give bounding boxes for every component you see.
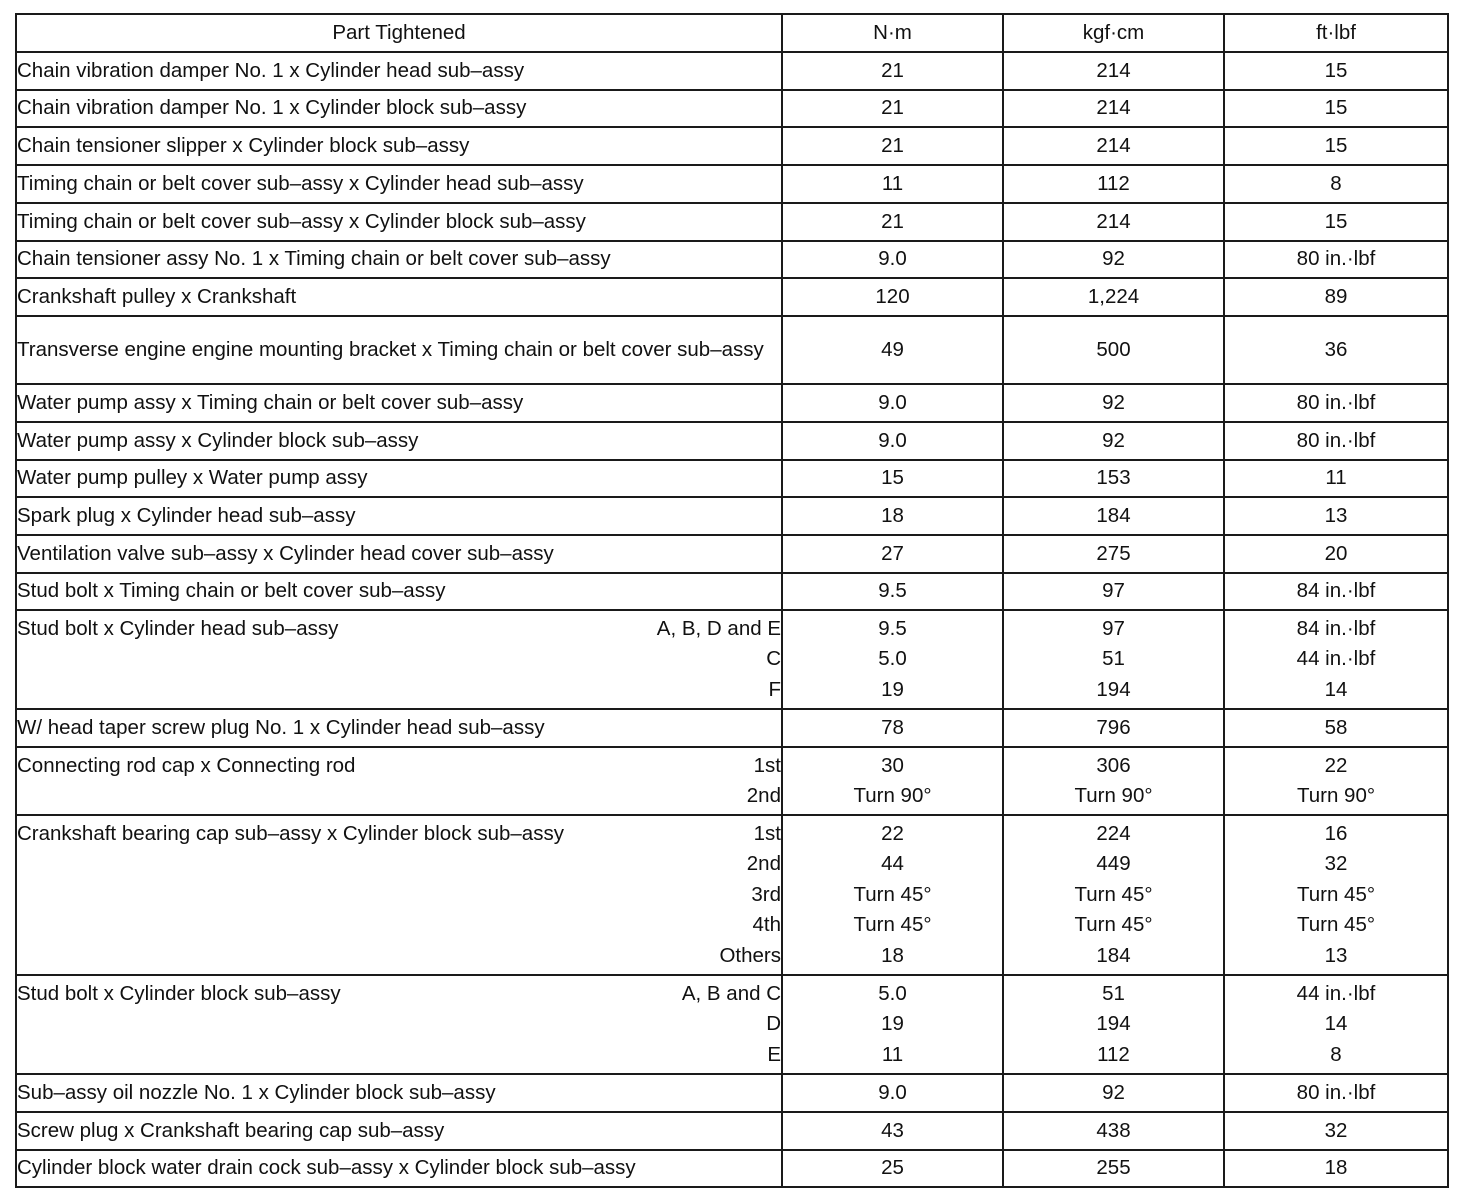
nm-cell: 21: [782, 127, 1003, 165]
part-name: Timing chain or belt cover sub–assy x Cylinder head sub–assy: [17, 171, 584, 195]
part-cell: [16, 975, 782, 1074]
torque-value: Turn 45°: [1074, 882, 1153, 906]
kgf-cell: 214: [1003, 52, 1224, 90]
ft-cell: 15: [1224, 127, 1448, 165]
torque-value: Turn 45°: [1296, 913, 1376, 937]
part-name: Crankshaft bearing cap sub–assy x Cylinder block sub–assy: [17, 821, 564, 845]
ft-cell: 89: [1224, 278, 1448, 316]
nm-cell: 9.5: [782, 573, 1003, 610]
table-row: [16, 165, 1448, 203]
table-row: [16, 1112, 1448, 1150]
kgf-cell: 92: [1003, 422, 1224, 460]
part-name: Connecting rod cap x Connecting rod: [17, 753, 356, 777]
kgf-cell: [1003, 747, 1224, 815]
nm-cell: 9.0: [782, 422, 1003, 460]
nm-cell: 9.0: [782, 384, 1003, 422]
torque-value: 84 in.·lbf: [1296, 616, 1376, 640]
table-row: [16, 460, 1448, 497]
part-name: Chain tensioner assy No. 1 x Timing chain or belt cover sub–assy: [17, 247, 611, 271]
header-ft: ft·lbf: [1224, 14, 1448, 52]
part-cell: [16, 52, 782, 90]
condition-label: 2nd: [746, 852, 781, 876]
part-name: Stud bolt x Cylinder block sub–assy: [17, 981, 341, 1005]
part-name: Ventilation valve sub–assy x Cylinder head cover sub–assy: [17, 541, 554, 565]
part-cell: [16, 815, 782, 975]
torque-value: 194: [1096, 677, 1131, 701]
kgf-cell: 214: [1003, 203, 1224, 241]
condition-label: D: [766, 1012, 781, 1036]
ft-cell: 20: [1224, 535, 1448, 573]
ft-cell: 8: [1224, 165, 1448, 203]
torque-value: 194: [1096, 1012, 1131, 1036]
torque-value: 11: [881, 1042, 904, 1066]
header-nm: N·m: [782, 14, 1003, 52]
part-cell: [16, 1074, 782, 1112]
torque-value: 14: [1324, 1012, 1348, 1036]
torque-value: Turn 45°: [1074, 913, 1153, 937]
torque-value: 97: [1102, 616, 1125, 640]
table-row: [16, 316, 1448, 384]
torque-value: 44 in.·lbf: [1296, 981, 1376, 1005]
kgf-cell: [1003, 815, 1224, 975]
part-cell: [16, 1112, 782, 1150]
kgf-cell: 112: [1003, 165, 1224, 203]
part-name: Cylinder block water drain cock sub–assy x Cylinder block sub–assy: [17, 1156, 636, 1180]
ft-cell: 36: [1224, 316, 1448, 384]
table-row: [16, 573, 1448, 610]
kgf-cell: 255: [1003, 1150, 1224, 1187]
condition-label: 2nd: [746, 784, 781, 807]
torque-value: 5.0: [878, 647, 907, 671]
part-cell: [16, 497, 782, 535]
table-row: [16, 535, 1448, 573]
torque-value: 19: [881, 677, 904, 701]
ft-cell: 13: [1224, 497, 1448, 535]
part-name: Timing chain or belt cover sub–assy x Cylinder block sub–assy: [17, 209, 586, 233]
part-name: Stud bolt x Cylinder head sub–assy: [17, 616, 339, 640]
part-cell: [16, 422, 782, 460]
nm-cell: 78: [782, 709, 1003, 747]
condition-label: 1st: [753, 821, 781, 845]
part-name: Transverse engine engine mounting bracket x Timing chain or belt cover sub–assy: [17, 337, 764, 361]
condition-list: [682, 979, 781, 1071]
condition-label: E: [767, 1042, 781, 1066]
part-cell: [16, 278, 782, 316]
table-row: [16, 815, 1448, 975]
ft-cell: 84 in.·lbf: [1224, 573, 1448, 610]
torque-value: 5.0: [878, 981, 907, 1005]
table-row: [16, 52, 1448, 90]
part-name: Water pump assy x Timing chain or belt cover sub–assy: [17, 390, 524, 414]
part-name: W/ head taper screw plug No. 1 x Cylinder head sub–assy: [17, 715, 545, 739]
kgf-cell: 500: [1003, 316, 1224, 384]
condition-label: 3rd: [751, 882, 781, 906]
torque-value: 449: [1096, 852, 1131, 876]
ft-cell: 80 in.·lbf: [1224, 1074, 1448, 1112]
header-part: Part Tightened: [16, 14, 782, 52]
part-name: Spark plug x Cylinder head sub–assy: [17, 503, 356, 527]
part-name: Screw plug x Crankshaft bearing cap sub–assy: [17, 1118, 445, 1142]
nm-cell: 21: [782, 52, 1003, 90]
kgf-cell: 97: [1003, 573, 1224, 610]
kgf-cell: 92: [1003, 384, 1224, 422]
torque-value: 44 in.·lbf: [1296, 647, 1376, 671]
torque-value: 306: [1096, 753, 1131, 777]
part-cell: [16, 165, 782, 203]
condition-list: [747, 751, 781, 812]
kgf-cell: 796: [1003, 709, 1224, 747]
part-name: Water pump assy x Cylinder block sub–assy: [17, 428, 419, 452]
part-cell: [16, 460, 782, 497]
torque-value: Turn 45°: [1296, 882, 1376, 906]
torque-value: Turn 90°: [1074, 784, 1153, 807]
torque-value: 184: [1096, 943, 1131, 967]
nm-cell: 9.0: [782, 1074, 1003, 1112]
kgf-cell: [1003, 975, 1224, 1074]
condition-list: [719, 819, 781, 972]
part-cell: [16, 241, 782, 278]
condition-label: C: [766, 647, 781, 671]
torque-value: 22: [881, 821, 904, 845]
part-name: Stud bolt x Timing chain or belt cover sub–assy: [17, 579, 446, 603]
nm-cell: 15: [782, 460, 1003, 497]
kgf-cell: 153: [1003, 460, 1224, 497]
torque-value: 32: [1324, 852, 1348, 876]
part-cell: [16, 384, 782, 422]
condition-label: 1st: [753, 753, 781, 777]
condition-label: Others: [719, 943, 781, 967]
part-cell: [16, 1150, 782, 1187]
header-kgf: kgf·cm: [1003, 14, 1224, 52]
table-row: [16, 203, 1448, 241]
kgf-cell: 92: [1003, 1074, 1224, 1112]
part-cell: [16, 90, 782, 127]
nm-cell: 18: [782, 497, 1003, 535]
torque-value: 51: [1102, 647, 1125, 671]
table-body: [16, 52, 1448, 1187]
torque-value: 112: [1097, 1042, 1130, 1066]
nm-cell: [782, 747, 1003, 815]
table-row: [16, 422, 1448, 460]
condition-label: A, B, D and E: [656, 616, 781, 640]
torque-value: 30: [881, 753, 904, 777]
table-row: [16, 709, 1448, 747]
part-name: Water pump pulley x Water pump assy: [17, 466, 368, 490]
nm-cell: 11: [782, 165, 1003, 203]
torque-value: 14: [1324, 677, 1348, 701]
part-cell: [16, 535, 782, 573]
table-row: [16, 278, 1448, 316]
ft-cell: 15: [1224, 203, 1448, 241]
kgf-cell: 1,224: [1003, 278, 1224, 316]
nm-cell: 27: [782, 535, 1003, 573]
table-row: [16, 497, 1448, 535]
kgf-cell: 214: [1003, 127, 1224, 165]
table-row: [16, 90, 1448, 127]
torque-value: 18: [881, 943, 904, 967]
kgf-cell: 214: [1003, 90, 1224, 127]
ft-cell: [1224, 975, 1448, 1074]
part-cell: [16, 316, 782, 384]
table-row: [16, 384, 1448, 422]
part-cell: [16, 610, 782, 709]
kgf-cell: 184: [1003, 497, 1224, 535]
nm-cell: 49: [782, 316, 1003, 384]
table-row: [16, 975, 1448, 1074]
torque-value: 16: [1324, 821, 1348, 845]
torque-value: 224: [1096, 821, 1131, 845]
condition-label: 4th: [752, 913, 781, 937]
table-row: [16, 1150, 1448, 1187]
ft-cell: 58: [1224, 709, 1448, 747]
torque-value: 9.5: [878, 616, 907, 640]
part-cell: [16, 203, 782, 241]
nm-cell: [782, 975, 1003, 1074]
ft-cell: 15: [1224, 90, 1448, 127]
condition-list: [657, 614, 781, 706]
torque-spec-table: [15, 13, 1449, 1188]
part-name: Chain tensioner slipper x Cylinder block sub–assy: [17, 133, 470, 157]
torque-value: 44: [881, 852, 904, 876]
nm-cell: 43: [782, 1112, 1003, 1150]
nm-cell: 120: [782, 278, 1003, 316]
nm-cell: 25: [782, 1150, 1003, 1187]
part-cell: [16, 709, 782, 747]
kgf-cell: 438: [1003, 1112, 1224, 1150]
nm-cell: 21: [782, 90, 1003, 127]
part-cell: [16, 127, 782, 165]
table-row: [16, 241, 1448, 278]
ft-cell: 32: [1224, 1112, 1448, 1150]
table-row: [16, 127, 1448, 165]
part-name: Crankshaft pulley x Crankshaft: [17, 284, 297, 308]
ft-cell: 18: [1224, 1150, 1448, 1187]
condition-label: A, B and C: [681, 981, 781, 1005]
part-cell: [16, 573, 782, 610]
ft-cell: 11: [1224, 460, 1448, 497]
table-row: [16, 610, 1448, 709]
ft-cell: [1224, 815, 1448, 975]
nm-cell: [782, 815, 1003, 975]
torque-value: 22: [1324, 753, 1348, 777]
ft-cell: [1224, 747, 1448, 815]
table-row: [16, 1074, 1448, 1112]
nm-cell: 21: [782, 203, 1003, 241]
ft-cell: 80 in.·lbf: [1224, 422, 1448, 460]
kgf-cell: [1003, 610, 1224, 709]
kgf-cell: 92: [1003, 241, 1224, 278]
ft-cell: [1224, 610, 1448, 709]
torque-value: Turn 45°: [853, 882, 932, 906]
ft-cell: 15: [1224, 52, 1448, 90]
torque-value: Turn 90°: [853, 784, 932, 807]
nm-cell: [782, 610, 1003, 709]
torque-value: 13: [1324, 943, 1348, 967]
kgf-cell: 275: [1003, 535, 1224, 573]
torque-value: Turn 45°: [853, 913, 932, 937]
nm-cell: 9.0: [782, 241, 1003, 278]
condition-label: F: [768, 677, 781, 701]
torque-value: 19: [881, 1012, 904, 1036]
torque-value: 8: [1330, 1042, 1342, 1066]
ft-cell: 80 in.·lbf: [1224, 241, 1448, 278]
torque-value: Turn 90°: [1296, 784, 1376, 807]
header-row: [16, 14, 1448, 52]
part-name: Chain vibration damper No. 1 x Cylinder block sub–assy: [17, 96, 527, 120]
table-row: [16, 747, 1448, 815]
ft-cell: 80 in.·lbf: [1224, 384, 1448, 422]
part-name: Sub–assy oil nozzle No. 1 x Cylinder block sub–assy: [17, 1080, 496, 1104]
torque-value: 51: [1102, 981, 1125, 1005]
part-cell: [16, 747, 782, 815]
part-name: Chain vibration damper No. 1 x Cylinder head sub–assy: [17, 58, 525, 82]
